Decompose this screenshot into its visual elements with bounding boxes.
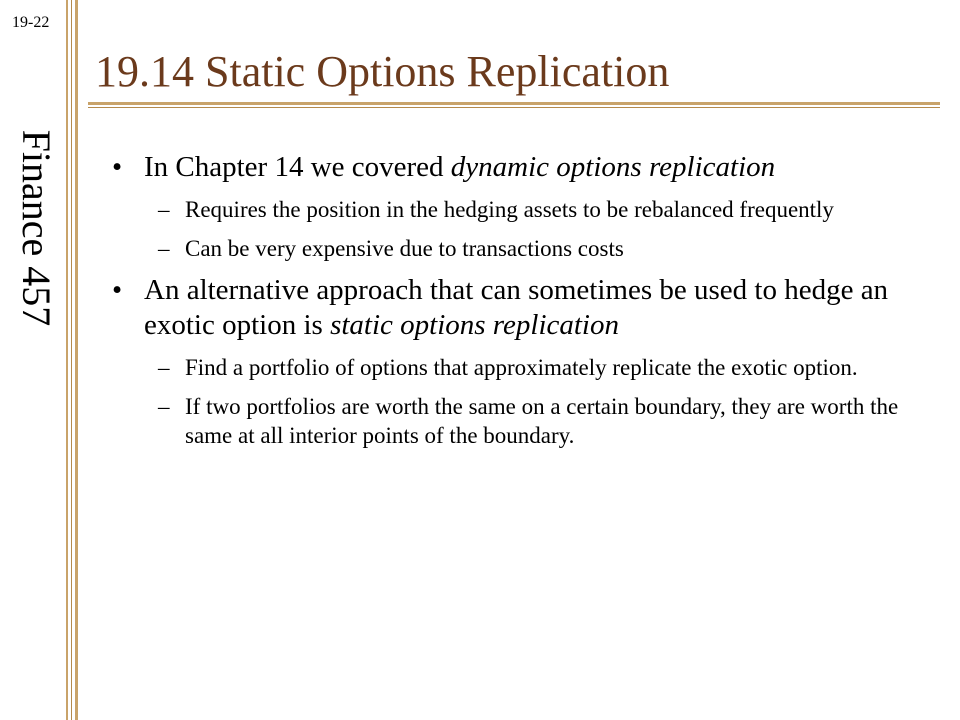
bullet-1-sub-2-text: Can be very expensive due to transactions costs xyxy=(185,236,624,261)
bullet-1-sub-2 xyxy=(110,234,930,263)
bullet-marker: • xyxy=(112,274,123,306)
dash-marker: – xyxy=(158,394,170,419)
left-rule-inner xyxy=(75,0,78,720)
left-rule-outer xyxy=(66,0,68,720)
course-label: Finance 457 xyxy=(14,129,59,327)
bullet-2-sub-1-text: Find a portfolio of options that approximately replicate the exotic option. xyxy=(185,355,858,380)
slide-number: 19-22 xyxy=(12,14,50,31)
bullet-1-sub-1 xyxy=(110,195,930,224)
bullet-2 xyxy=(110,273,930,343)
bullet-1 xyxy=(110,150,930,185)
slide-content xyxy=(110,150,930,460)
bullet-2-sub-2 xyxy=(110,392,930,450)
bullet-2-text: An alternative approach that can sometimes be used to hedge an exotic option is xyxy=(144,274,889,341)
bullet-2-sub-1 xyxy=(110,353,930,382)
dash-marker: – xyxy=(158,197,170,222)
bullet-1-sub-1-text: Requires the position in the hedging assets to be rebalanced frequently xyxy=(185,197,834,222)
bullet-marker: • xyxy=(112,151,123,183)
bullet-1-text: In Chapter 14 we covered xyxy=(144,151,451,183)
slide-title: 19.14 Static Options Replication xyxy=(95,47,670,96)
left-rule-middle xyxy=(71,0,72,720)
bullet-2-emphasis: static options replication xyxy=(330,309,619,341)
dash-marker: – xyxy=(158,355,170,380)
title-rule-thin xyxy=(88,107,940,108)
bullet-1-emphasis: dynamic options replication xyxy=(450,151,776,183)
title-rule-thick xyxy=(88,102,940,105)
dash-marker: – xyxy=(158,236,170,261)
bullet-2-sub-2-text: If two portfolios are worth the same on a certain boundary, they are worth the same at all interior points of the boundary. xyxy=(185,394,899,448)
